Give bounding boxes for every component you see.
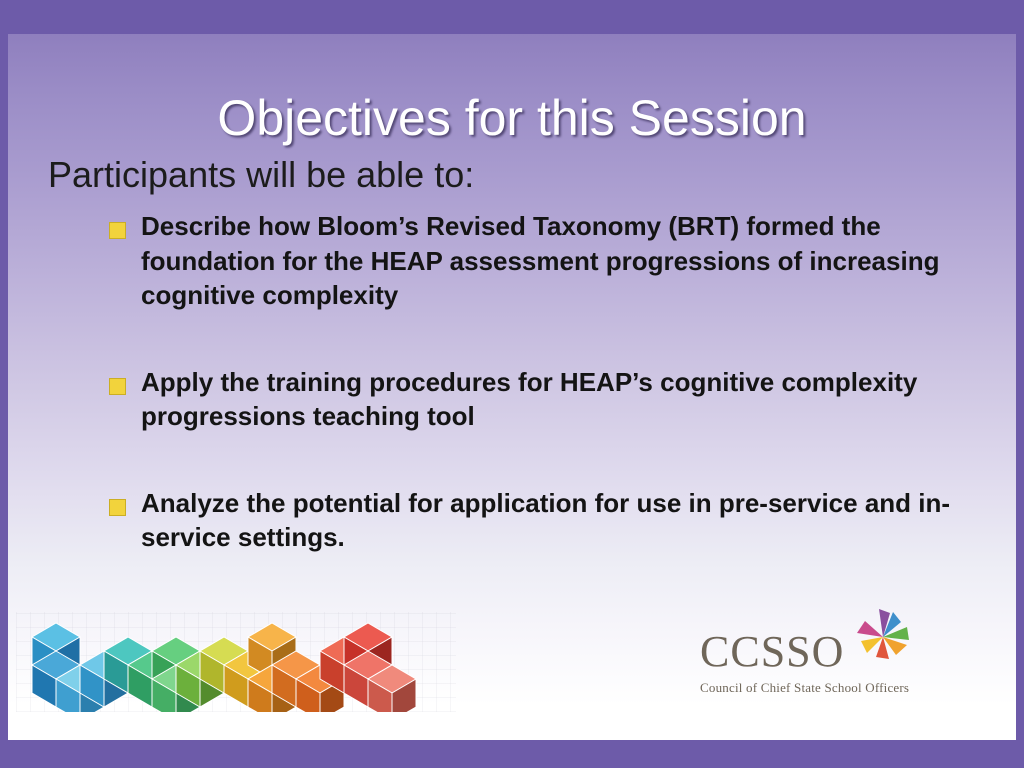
logo-tagline: Council of Chief State School Officers xyxy=(700,680,910,695)
slide-frame-bottom xyxy=(0,740,1024,768)
slide-content-panel xyxy=(8,34,1016,740)
bullet-square-icon xyxy=(109,378,126,395)
list-item xyxy=(103,365,963,434)
list-item-text: Analyze the potential for application for use in pre-service and in-service settings. xyxy=(141,487,951,553)
isometric-cubes-graphic xyxy=(26,597,456,712)
ccsso-logo xyxy=(700,607,980,696)
list-item xyxy=(103,486,963,555)
slide-frame-right xyxy=(1016,0,1024,768)
page-title: Objectives for this Session xyxy=(217,90,807,146)
logo-wordmark: CCSSO xyxy=(700,627,845,676)
slide-frame-left xyxy=(0,0,8,768)
bullet-square-icon xyxy=(109,499,126,516)
list-item-text: Describe how Bloom’s Revised Taxonomy (BRT) formed the foundation for the HEAP assessment progressions of increasing cognitive complexity xyxy=(141,211,940,311)
ccsso-star-icon xyxy=(852,607,914,668)
list-item xyxy=(103,209,963,313)
slide-frame-top xyxy=(0,0,1024,34)
list-item-text: Apply the training procedures for HEAP’s cognitive complexity progressions teaching tool xyxy=(141,366,918,432)
bullet-list xyxy=(103,209,963,607)
lead-text: Participants will be able to: xyxy=(48,154,475,195)
bullet-square-icon xyxy=(109,222,126,239)
